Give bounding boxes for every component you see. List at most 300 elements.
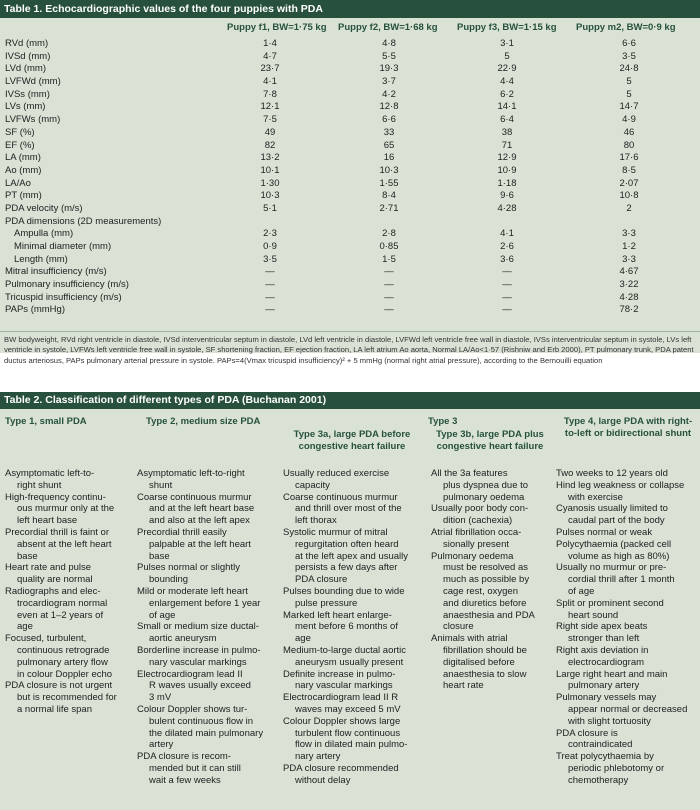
list-item: [5, 680, 139, 715]
row-label: IVSs (mm): [5, 88, 50, 100]
list-item: [556, 751, 698, 786]
table-cell: 4·4: [500, 76, 514, 88]
list-item-line: anaesthesia and PDA: [443, 609, 535, 621]
row-label: Ampulla (mm): [14, 228, 74, 240]
list-item-line: Right axis deviation in: [556, 644, 649, 656]
table-cell: 2: [626, 202, 632, 214]
list-item: [431, 468, 555, 503]
table-cell: 12·8: [379, 101, 399, 113]
table-cell: 1·30: [260, 177, 280, 189]
list-item: [556, 669, 698, 693]
list-item-line: wait a few weeks: [149, 774, 221, 786]
list-item: [283, 610, 431, 645]
table-cell: 10·3: [260, 190, 280, 202]
list-item-line: Heart rate and pulse: [5, 562, 92, 574]
list-item-line: caudal part of the body: [568, 515, 665, 527]
list-item-line: Coarse continuous murmur: [137, 491, 252, 503]
list-item-line: Usually reduced exercise: [283, 468, 390, 479]
list-item-line: Asymptomatic left-to-right: [137, 468, 245, 479]
table-cell: 9·6: [500, 190, 514, 202]
list-item: [556, 468, 698, 480]
row-label: LVFWs (mm): [5, 114, 61, 126]
list-item-line: plus dyspnea due to: [443, 479, 529, 491]
table-cell: 24·8: [619, 63, 639, 75]
table-cell: 22·9: [497, 63, 517, 75]
table-cell: 12·1: [260, 101, 280, 113]
list-item-line: at the left apex and usually: [295, 550, 409, 562]
table-cell: 4·28: [497, 202, 517, 214]
table-cell: 33: [383, 126, 395, 138]
list-item: [431, 527, 555, 551]
list-item-line: Asymptomatic left-to-: [5, 468, 95, 479]
list-item-line: persists a few days after: [295, 562, 398, 574]
list-item: [283, 645, 431, 669]
list-item-line: and thrill over most of the: [295, 503, 402, 515]
list-item: [137, 468, 283, 492]
list-item-line: PDA closure is recom-: [137, 751, 231, 763]
table-row: [0, 51, 700, 64]
list-item-line: turbulent flow continuous: [295, 727, 401, 739]
table-row: [0, 178, 700, 191]
table-cell: 7·5: [263, 114, 277, 126]
header-puppy-f1: Puppy f1, BW=1·75 kg: [227, 22, 327, 33]
table-cell: 3·5: [263, 253, 277, 265]
list-item-line: pulse pressure: [295, 597, 358, 609]
list-item-line: trocardiogram normal: [17, 597, 108, 609]
list-item-line: Two weeks to 12 years old: [556, 468, 668, 479]
table-cell: —: [265, 279, 275, 291]
table-row: [0, 127, 700, 140]
row-label: Ao (mm): [5, 164, 42, 176]
row-label: RVd (mm): [5, 38, 49, 49]
column-type3a: [283, 468, 431, 787]
list-item: [137, 562, 283, 586]
list-item: [431, 551, 555, 634]
row-label: PDA dimensions (2D measurements): [5, 215, 162, 227]
table-cell: —: [384, 304, 394, 316]
list-item-line: palpable at the left heart: [149, 538, 251, 550]
list-item-line: Small or medium size ductal-: [137, 621, 259, 633]
table-cell: 6·4: [500, 114, 514, 126]
list-item: [556, 645, 698, 669]
table-cell: 6·6: [622, 38, 636, 49]
table-row: [0, 114, 700, 127]
table-cell: 2·07: [619, 177, 639, 189]
list-item-line: Colour Doppler shows large: [283, 715, 401, 727]
row-label: LVs (mm): [5, 101, 46, 113]
table-1-header-row: [0, 20, 700, 35]
table-cell: 65: [383, 139, 395, 151]
list-item: [431, 503, 555, 527]
table-1-body: [0, 38, 700, 317]
list-item-line: heart sound: [568, 609, 619, 621]
list-item-line: stronger than left: [568, 633, 640, 645]
table-cell: 0·9: [263, 241, 277, 252]
list-item-line: with exercise: [568, 491, 623, 503]
list-item-line: fibrillation should be: [443, 644, 527, 656]
table-row: [0, 228, 700, 241]
list-item: [137, 492, 283, 527]
list-item-line: nary vascular markings: [295, 680, 393, 692]
column-type4: [556, 468, 698, 787]
list-item-line: ous murmur only at the: [17, 503, 115, 515]
list-item-line: aortic aneurysm: [149, 633, 217, 645]
list-item-line: sionally present: [443, 538, 510, 550]
table-cell: 4·7: [263, 50, 277, 62]
list-item-line: of age: [568, 585, 595, 597]
table-cell: 46: [623, 126, 635, 138]
table-row: [0, 63, 700, 76]
list-item-line: in colour Doppler echo: [17, 668, 113, 680]
list-item-line: but is recommended for: [17, 692, 117, 704]
list-item-line: nary vascular markings: [149, 656, 247, 668]
table-cell: 5·1: [263, 202, 277, 214]
list-item: [283, 586, 431, 610]
list-item-line: Definite increase in pulmo-: [283, 668, 396, 680]
list-item-line: volume as high as 80%): [568, 550, 670, 562]
table-cell: 82: [264, 139, 276, 151]
table-cell: 0·85: [379, 241, 399, 252]
list-item-line: Usually poor body con-: [431, 503, 529, 515]
list-item-line: much as possible by: [443, 574, 530, 586]
list-item-line: continuous retrograde: [17, 644, 110, 656]
table-cell: —: [502, 304, 512, 316]
list-item-line: quality are normal: [17, 574, 93, 586]
list-item: [283, 492, 431, 527]
table-row: [0, 203, 700, 216]
list-item-line: artery: [149, 739, 174, 751]
table-cell: 80: [623, 139, 635, 151]
row-label: LVFWd (mm): [5, 76, 61, 88]
table-cell: 38: [501, 126, 513, 138]
table-cell: 3·7: [382, 76, 396, 88]
list-item-line: Split or prominent second: [556, 597, 664, 609]
column-type3b: [431, 468, 555, 692]
list-item-line: regurgitation often heard: [295, 538, 399, 550]
table-cell: 16: [383, 152, 395, 164]
list-item-line: dition (cachexia): [443, 515, 513, 527]
table-1-title: Table 1. Echocardiographic values of the four puppies with PDA: [0, 0, 700, 18]
table-cell: 3·6: [500, 253, 514, 265]
list-item-line: Usually no murmur or pre-: [556, 562, 667, 574]
list-item-line: digitalised before: [443, 656, 515, 668]
list-item-line: mended but it can still: [149, 762, 241, 774]
table-cell: 4·9: [622, 114, 636, 126]
list-item: [137, 645, 283, 669]
list-item-line: Hind leg weakness or collapse: [556, 479, 685, 491]
header-type1: Type 1, small PDA: [5, 416, 87, 427]
table-cell: 1·18: [497, 177, 517, 189]
list-item: [137, 704, 283, 751]
list-item-line: PDA closure is not urgent: [5, 680, 113, 692]
list-item-line: Focused, turbulent,: [5, 633, 87, 645]
list-item-line: Marked left heart enlarge-: [283, 609, 392, 621]
list-item-line: appear normal or decreased: [568, 703, 688, 715]
table-2: [0, 392, 700, 810]
table-cell: 13·2: [260, 152, 280, 164]
list-item-line: contraindicated: [568, 739, 633, 751]
list-item: [137, 669, 283, 704]
table-1-footnote: BW bodyweight, RVd right ventricle in diastole, IVSd interventricular septum in diastole, LVd left ventricle in diastole, LVFWd left ventricle free wall in diastole, IVSs interventricular septum in systole, LVs left ventricle in systole, LVFWs left ventricle free wall in systole, SF shortening fraction, EF ejection fraction, LA left atrium Ao aorta, Normal LA/Ao<1·57 (Rishniw and Erb 2000), PT pulmonary trunk, PDA patent ductus arteriosus, PAPs pulmonary arterial pressure in systole. PAPs=4(Vmax tricuspid insufficiency)² + 5 mmHg (normal right atrial pressure), according to the Bernouilli equation: [4, 335, 694, 365]
list-item: [5, 633, 139, 680]
table-cell: 4·28: [619, 291, 639, 303]
table-row: [0, 304, 700, 317]
table-cell: 5: [626, 88, 632, 100]
list-item-line: Radiographs and elec-: [5, 585, 101, 597]
list-item-line: bounding: [149, 574, 189, 586]
list-item-line: Electrocardiogram lead II R: [283, 692, 399, 704]
list-item: [556, 503, 698, 527]
table-cell: 10·9: [497, 164, 517, 176]
list-item-line: aneurysm usually present: [295, 656, 404, 668]
list-item-line: 3 mV: [149, 692, 172, 704]
table-row: [0, 190, 700, 203]
header-type3: Type 3: [428, 416, 458, 427]
row-label: LVd (mm): [5, 63, 46, 75]
table-cell: 7·8: [263, 88, 277, 100]
list-item-line: bulent continuous flow in: [149, 715, 254, 727]
header-type2: Type 2, medium size PDA: [146, 416, 261, 427]
table-cell: 6·6: [382, 114, 396, 126]
list-item-line: Medium-to-large ductal aortic: [283, 644, 407, 656]
table-cell: 19·3: [379, 63, 399, 75]
list-item-line: Pulmonary oedema: [431, 550, 514, 562]
list-item-line: Borderline increase in pulmo-: [137, 644, 261, 656]
row-label: Tricuspid insufficiency (m/s): [5, 291, 122, 303]
table-cell: 14·7: [619, 101, 639, 113]
list-item-line: Animals with atrial: [431, 633, 508, 645]
table-cell: 1·55: [379, 177, 399, 189]
table-cell: 4·2: [382, 88, 396, 100]
row-label: PDA velocity (m/s): [5, 202, 83, 214]
list-item-line: High-frequency continu-: [5, 491, 106, 503]
list-item-line: even at 1–2 years of: [17, 609, 104, 621]
list-item-line: Mild or moderate left heart: [137, 585, 248, 597]
table-cell: 1·2: [622, 241, 636, 252]
table-cell: 49: [264, 126, 276, 138]
list-item-line: must be resolved as: [443, 562, 529, 574]
list-item-line: anaesthesia to slow: [443, 668, 527, 680]
header-puppy-m2: Puppy m2, BW=0·9 kg: [576, 22, 676, 33]
row-label: PAPs (mmHg): [5, 304, 65, 316]
list-item-line: enlargement before 1 year: [149, 597, 261, 609]
table-cell: 3·3: [622, 253, 636, 265]
table-cell: 23·7: [260, 63, 280, 75]
table-cell: —: [384, 279, 394, 291]
list-item: [5, 492, 139, 527]
list-item: [556, 539, 698, 563]
list-item: [137, 527, 283, 562]
table-cell: 4·67: [619, 266, 639, 278]
list-item-line: without delay: [295, 774, 351, 786]
table-cell: 14·1: [497, 101, 517, 113]
table-row: [0, 216, 700, 229]
table-cell: 3·3: [622, 228, 636, 240]
table-row: [0, 254, 700, 267]
table-1: [0, 0, 700, 365]
table-cell: 17·6: [619, 152, 639, 164]
list-item: [283, 669, 431, 693]
table-row: [0, 140, 700, 153]
list-item: [283, 527, 431, 586]
list-item-line: absent at the left heart: [17, 538, 112, 550]
list-item-line: Electrocardiogram lead II: [137, 668, 243, 680]
list-item-line: Atrial fibrillation occa-: [431, 526, 522, 538]
table-cell: 8·4: [382, 190, 396, 202]
list-item-line: Treat polycythaemia by: [556, 751, 654, 763]
list-item-line: left thorax: [295, 515, 337, 527]
table-cell: 5: [626, 76, 632, 88]
row-label: LA/Ao: [5, 177, 31, 189]
list-item-line: right shunt: [17, 479, 62, 491]
table-row: [0, 152, 700, 165]
list-item: [556, 480, 698, 504]
list-item-line: Pulses normal or slightly: [137, 562, 240, 574]
table-cell: 78·2: [619, 304, 639, 316]
list-item-line: of age: [149, 609, 176, 621]
list-item-line: cage rest, oxygen: [443, 585, 518, 597]
list-item: [5, 586, 139, 633]
list-item-line: Pulses bounding due to wide: [283, 585, 405, 597]
header-puppy-f3: Puppy f3, BW=1·15 kg: [457, 22, 557, 33]
row-label: LA (mm): [5, 152, 41, 164]
table-cell: 10·3: [379, 164, 399, 176]
table-cell: —: [502, 291, 512, 303]
list-item-line: pulmonary artery: [568, 680, 640, 692]
list-item-line: ment before 6 months of: [295, 621, 398, 633]
row-label: Mitral insufficiency (m/s): [5, 266, 107, 278]
list-item-line: age: [295, 633, 311, 645]
list-item-line: R waves usually exceed: [149, 680, 251, 692]
list-item: [556, 562, 698, 597]
list-item-line: Coarse continuous murmur: [283, 491, 398, 503]
list-item: [283, 692, 431, 716]
list-item: [283, 763, 431, 787]
list-item-line: Polycythaemia (packed cell: [556, 538, 672, 550]
list-item: [556, 728, 698, 752]
table-cell: 6·2: [500, 88, 514, 100]
list-item: [431, 633, 555, 692]
table-cell: —: [265, 266, 275, 278]
list-item-line: chemotherapy: [568, 774, 629, 786]
list-item: [5, 527, 139, 562]
row-label: Pulmonary insufficiency (m/s): [5, 279, 129, 291]
header-puppy-f2: Puppy f2, BW=1·68 kg: [338, 22, 438, 33]
list-item: [556, 692, 698, 727]
table-cell: 4·1: [263, 76, 277, 88]
list-item-line: Systolic murmur of mitral: [283, 526, 388, 538]
list-item-line: Large right heart and main: [556, 668, 668, 680]
list-item-line: a normal life span: [17, 703, 92, 715]
table-row: [0, 38, 700, 51]
list-item-line: waves may exceed 5 mV: [295, 703, 401, 715]
list-item-line: and diuretics before: [443, 597, 527, 609]
table-cell: 5·5: [382, 50, 396, 62]
list-item-line: base: [149, 550, 170, 562]
list-item: [137, 621, 283, 645]
table-cell: 4·8: [382, 38, 396, 49]
table-row: [0, 165, 700, 178]
list-item-line: All the 3a features: [431, 468, 508, 479]
list-item: [5, 468, 139, 492]
list-item-line: flow in dilated main pulmo-: [295, 739, 408, 751]
list-item: [283, 716, 431, 763]
table-cell: 3·22: [619, 279, 639, 291]
list-item-line: periodic phlebotomy or: [568, 762, 665, 774]
list-item-line: and also at the left apex: [149, 515, 250, 527]
list-item-line: Right side apex beats: [556, 621, 648, 633]
table-cell: 2·3: [263, 228, 277, 240]
list-item: [137, 586, 283, 621]
table-row: [0, 89, 700, 102]
list-item-line: Pulses normal or weak: [556, 526, 653, 538]
list-item-line: Pulmonary vessels may: [556, 692, 657, 704]
list-item-line: capacity: [295, 479, 330, 491]
list-item-line: Colour Doppler shows tur-: [137, 703, 248, 715]
column-type2: [137, 468, 283, 787]
list-item-line: Precordial thrill is faint or: [5, 526, 110, 538]
table-row: [0, 266, 700, 279]
list-item-line: closure: [443, 621, 474, 633]
column-type1: [5, 468, 139, 716]
table-cell: 10·8: [619, 190, 639, 202]
table-cell: 5: [504, 50, 510, 62]
list-item-line: nary artery: [295, 751, 341, 763]
header-type3b: Type 3b, large PDA plus congestive heart failure: [436, 429, 544, 452]
table-cell: 71: [501, 139, 513, 151]
table-cell: 2·6: [500, 241, 514, 252]
row-label: PT (mm): [5, 190, 42, 202]
table-cell: 4·1: [500, 228, 514, 240]
table-cell: 12·9: [497, 152, 517, 164]
table-row: [0, 76, 700, 89]
table-cell: 1·5: [382, 253, 396, 265]
table-cell: 10·1: [260, 164, 280, 176]
list-item-line: the dilated main pulmonary: [149, 727, 264, 739]
header-type4: Type 4, large PDA with right-to-left or bidirectional shunt: [563, 416, 693, 439]
table-cell: —: [502, 279, 512, 291]
table-cell: 3·1: [500, 38, 514, 49]
table-cell: 1·4: [263, 38, 277, 49]
row-label: IVSd (mm): [5, 50, 51, 62]
table-row: [0, 292, 700, 305]
table-2-title: Table 2. Classification of different types of PDA (Buchanan 2001): [0, 392, 700, 409]
table-cell: —: [384, 266, 394, 278]
table-cell: —: [265, 291, 275, 303]
list-item-line: base: [17, 550, 38, 562]
table-cell: 2·8: [382, 228, 396, 240]
list-item-line: electrocardiogram: [568, 656, 645, 668]
table-row: [0, 101, 700, 114]
list-item-line: PDA closure is: [556, 727, 618, 739]
list-item: [556, 598, 698, 622]
table-row: [0, 279, 700, 292]
list-item: [5, 562, 139, 586]
list-item-line: PDA closure recommended: [283, 762, 399, 774]
list-item: [556, 621, 698, 645]
table-row: [0, 241, 700, 254]
list-item-line: age: [17, 621, 33, 633]
table-cell: 2·71: [379, 202, 399, 214]
table-cell: 3·5: [622, 50, 636, 62]
list-item: [556, 527, 698, 539]
list-item-line: pulmonary oedema: [443, 491, 525, 503]
table-cell: —: [384, 291, 394, 303]
list-item: [137, 751, 283, 786]
row-label: EF (%): [5, 139, 35, 151]
row-label: Length (mm): [14, 253, 68, 265]
row-label: Minimal diameter (mm): [14, 241, 112, 252]
